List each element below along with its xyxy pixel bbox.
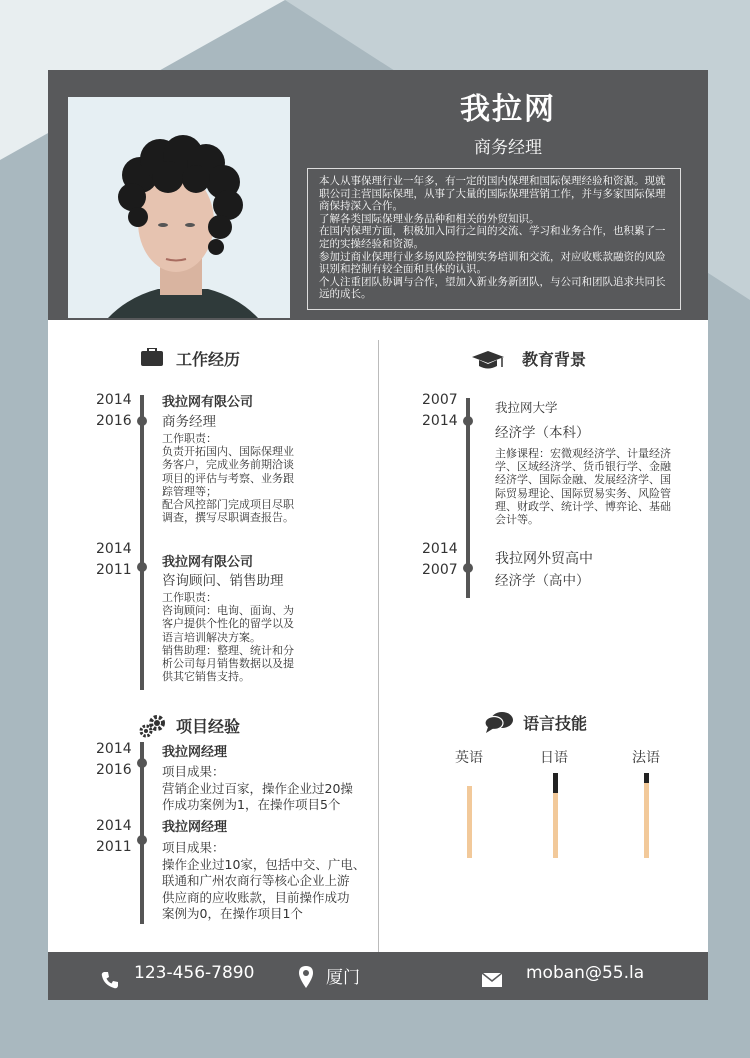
project-name: 我拉网经理 [162, 745, 228, 760]
phone-number[interactable]: 123-456-7890 [134, 963, 255, 983]
start-year: 2014 [96, 741, 132, 757]
projects-timeline [140, 742, 144, 924]
role: 商务经理 [162, 414, 216, 430]
end-year: 2016 [96, 762, 132, 778]
end-year: 2016 [96, 413, 132, 429]
result-line: 供应商的应收账款，目前操作成功 [162, 889, 350, 905]
location-pin-icon [299, 966, 313, 988]
end-year: 2014 [422, 413, 458, 429]
timeline-dot [137, 562, 147, 572]
start-year: 2014 [96, 541, 132, 557]
header-panel [48, 70, 708, 320]
summary-line: 参加过商业保理行业多场风险控制实务培训和交流，对应收账款融资的风险识别和控制有较全面和具体的认识。 [319, 250, 666, 276]
summary-line: 本人从事保理行业一年多，有一定的国内保理和国际保理经验和资源。现就职公司主营国际保理，从事了大量的国际保理营销工作，并与多家国际保理商保持深入合作。 [319, 175, 666, 213]
duty-line: 客户提供个性化的留学以及 [162, 617, 294, 631]
result-label: 项目成果： [162, 840, 225, 855]
summary-line: 个人注重团队协调与合作，望加入新业务新团队，与公司和团队追求共同长远的成长。 [319, 275, 666, 301]
start-year: 2014 [96, 392, 132, 408]
degree: 经济学（本科） [495, 425, 590, 441]
result-label: 项目成果： [162, 764, 225, 779]
course-line: 会计等。 [495, 513, 539, 527]
duty-line: 析公司每月销售数据以及提 [162, 657, 294, 671]
timeline-dot [137, 758, 147, 768]
duty-line: 销售助理：整理、统计和分 [162, 643, 294, 657]
role: 咨询顾问、销售助理 [162, 573, 284, 589]
briefcase-icon [141, 348, 163, 366]
summary-line: 在国内保理方面，积极加入同行之间的交流、学习和业务合作，也积累了一定的实操经验和资源。 [319, 225, 666, 250]
column-divider [378, 340, 379, 952]
timeline-dot [137, 835, 147, 845]
language-label: 英语 [455, 750, 483, 766]
duty-line: 配合风控部门完成项目尽职 [162, 498, 294, 512]
email-address[interactable]: moban@55.la [526, 963, 645, 983]
end-year: 2011 [96, 562, 132, 578]
location-text: 厦门 [326, 968, 360, 988]
person-name: 我拉网 [460, 92, 556, 127]
language-label: 日语 [540, 750, 568, 766]
course-text [495, 447, 695, 526]
job-title: 商务经理 [474, 138, 542, 158]
project-result [162, 840, 377, 923]
duty-line: 踪管理等； [162, 484, 217, 498]
duty-label: 工作职责： [162, 591, 217, 604]
school-name: 我拉网外贸高中 [495, 551, 593, 567]
project-name: 我拉网经理 [162, 820, 228, 835]
duty-line: 务客户，完成业务前期洽谈 [162, 458, 294, 472]
mail-icon [482, 973, 502, 987]
end-year: 2007 [422, 562, 458, 578]
gears-icon [138, 714, 168, 738]
summary-line: 了解各类国际保理业务品种和相关的外贸知识。 [319, 212, 540, 225]
duty-text [162, 591, 312, 683]
projects-section-title: 项目经验 [176, 717, 241, 736]
course-line: 理、财政学、统计学、博弈论、基础 [495, 499, 671, 513]
profile-photo [68, 97, 290, 318]
graduation-cap-icon [472, 351, 504, 371]
skill-level [553, 773, 558, 793]
result-line: 案例为0，在操作项目1个 [162, 906, 303, 921]
summary-box [307, 168, 681, 310]
duty-label: 工作职责： [162, 432, 217, 445]
duty-line: 调查，撰写尽职调查报告。 [162, 511, 294, 525]
timeline-dot [463, 416, 473, 426]
result-line: 联通和广州农商行等核心企业上游 [162, 873, 350, 888]
company-name: 我拉网有限公司 [162, 395, 254, 410]
languages-section-title: 语言技能 [523, 714, 588, 733]
result-line: 操作企业过10家，包括中交、广电、 [162, 856, 366, 872]
duty-line: 项目的评估与考察、业务跟 [162, 471, 294, 485]
work-section-title: 工作经历 [176, 350, 241, 369]
duty-line: 咨询顾问：电询、面询、为 [162, 604, 294, 618]
company-name: 我拉网有限公司 [162, 555, 254, 570]
timeline-dot [137, 416, 147, 426]
duty-line: 语言培训解决方案。 [162, 630, 261, 644]
end-year: 2011 [96, 839, 132, 855]
degree: 经济学（高中） [495, 573, 590, 589]
skill-bar [644, 773, 649, 858]
start-year: 2014 [96, 818, 132, 834]
result-line: 作成功案例为1，在操作项目5个 [162, 797, 341, 812]
school-name: 我拉网大学 [495, 400, 558, 415]
resume-page [48, 70, 708, 1000]
duty-line: 负责开拓国内、国际保理业 [162, 445, 294, 459]
duty-text [162, 432, 312, 524]
duty-line: 供其它销售支持。 [162, 670, 250, 684]
course-line: 学、区域经济学、货币银行学、金融 [495, 460, 671, 474]
course-line: 主修课程：宏微观经济学、计量经济 [495, 447, 671, 460]
skill-level [644, 773, 649, 783]
education-section-title: 教育背景 [522, 350, 587, 369]
work-timeline [140, 395, 144, 690]
speech-bubbles-icon [484, 711, 514, 733]
project-result [162, 764, 377, 814]
language-label: 法语 [632, 750, 660, 766]
course-line: 际贸易理论、国际贸易实务、风险管 [495, 486, 671, 500]
course-line: 经济学、国际金融、发展经济学、国 [495, 473, 671, 487]
start-year: 2007 [422, 392, 458, 408]
phone-icon [100, 970, 120, 990]
result-line: 营销企业过百家，操作企业过20操 [162, 780, 353, 796]
start-year: 2014 [422, 541, 458, 557]
contact-footer [48, 952, 708, 1000]
timeline-dot [463, 563, 473, 573]
skill-bar [467, 786, 472, 858]
